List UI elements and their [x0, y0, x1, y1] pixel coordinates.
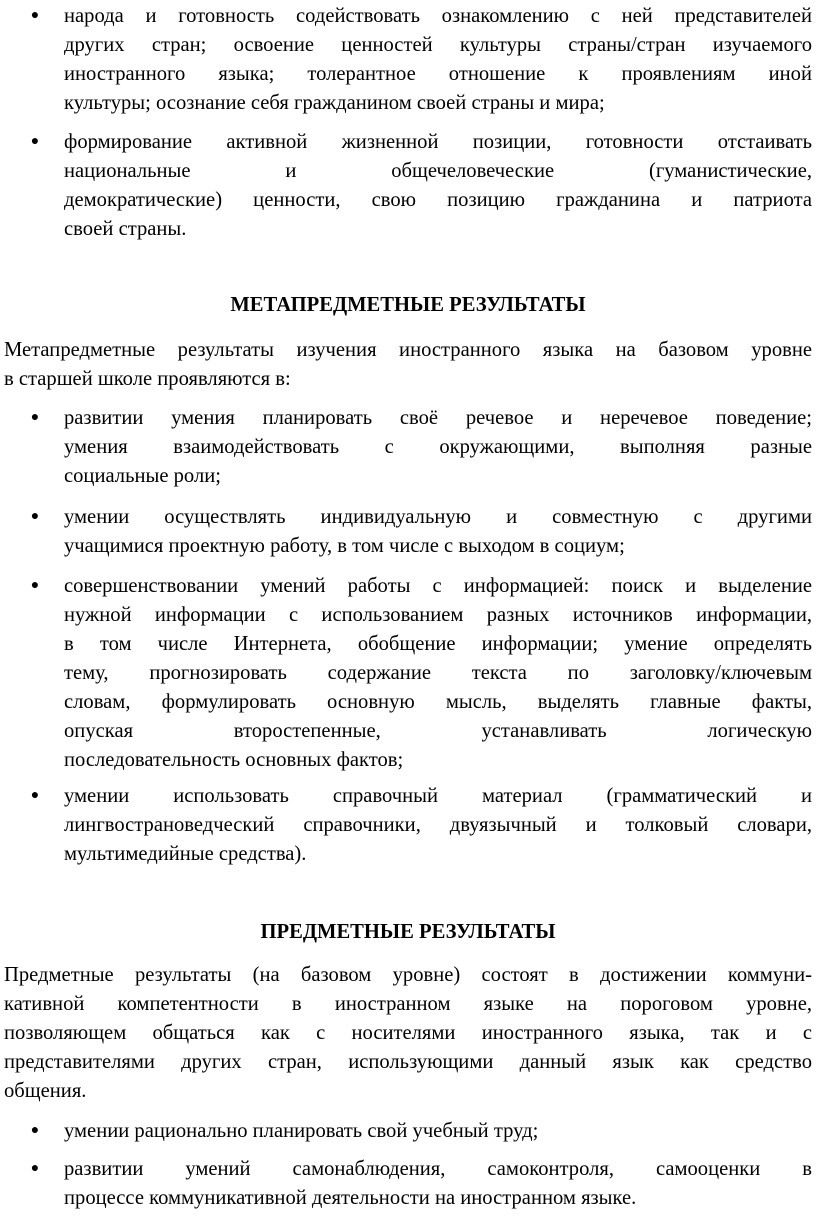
text-line: мультимедийные средства). [64, 843, 307, 865]
text-line: умении рационально планировать свой учебный труд; [64, 1120, 539, 1142]
bullet-icon: ● [30, 578, 40, 593]
bullet-icon: ● [30, 509, 40, 524]
text-line: последовательность основных фактов; [64, 749, 404, 771]
text-line: иностранного языка; толерантное отношение к проявлениям иной [64, 63, 812, 85]
section-heading-subject: ПРЕДМЕТНЫЕ РЕЗУЛЬТАТЫ [260, 921, 556, 943]
text-line: в старшей школе проявляются в: [4, 368, 291, 390]
text-line: национальные и общечеловеческие (гуманистические, [64, 160, 812, 182]
bullet-icon: ● [30, 8, 40, 23]
text-line: формирование активной жизненной позиции, готовности отстаивать [64, 131, 812, 153]
text-line: опуская второстепенные, устанавливать логическую [64, 720, 812, 742]
bullet-icon: ● [30, 134, 40, 149]
text-line: своей страны. [64, 218, 187, 240]
text-line: нужной информации с использованием разных источников информации, [64, 604, 812, 626]
text-line: Метапредметные результаты изучения иностранного языка на базовом уровне [4, 339, 812, 361]
text-line: народа и готовность содействовать ознакомлению с ней представителей [64, 5, 812, 27]
text-line: социальные роли; [64, 465, 221, 487]
text-line: лингвострановедческий справочники, двуязычный и толковый словари, [64, 814, 812, 836]
text-line: демократические) ценности, свою позицию гражданина и патриота [64, 189, 812, 211]
text-line: в том числе Интернета, обобщение информации; умение определять [64, 633, 812, 655]
text-line: позволяющем общаться как с носителями иностранного языка, так и с [4, 1022, 812, 1044]
text-line: процессе коммуникативной деятельности на иностранном языке. [64, 1187, 637, 1209]
text-line: развитии умений самонаблюдения, самоконтроля, самооценки в [64, 1158, 812, 1180]
bullet-icon: ● [30, 1123, 40, 1138]
bullet-icon: ● [30, 410, 40, 425]
bullet-icon: ● [30, 788, 40, 803]
bullet-icon: ● [30, 1161, 40, 1176]
text-line: умении использовать справочный материал (грамматический и [64, 785, 812, 807]
text-line: кативной компетентности в иностранном языке на пороговом уровне, [4, 993, 812, 1015]
section-heading-meta: МЕТАПРЕДМЕТНЫЕ РЕЗУЛЬТАТЫ [230, 294, 586, 316]
text-line: культуры; осознание себя гражданином своей страны и мира; [64, 92, 605, 114]
text-line: общения. [4, 1080, 87, 1102]
text-line: учащимися проектную работу, в том числе с выходом в социум; [64, 535, 625, 557]
text-line: умения взаимодействовать с окружающими, выполняя разные [64, 436, 812, 458]
text-line: других стран; освоение ценностей культуры страны/стран изучаемого [64, 34, 812, 56]
text-line: представителями других стран, использующими данный язык как средство [4, 1051, 812, 1073]
text-line: словам, формулировать основную мысль, выделять главные факты, [64, 691, 812, 713]
text-line: развитии умения планировать своё речевое и неречевое поведение; [64, 407, 812, 429]
text-line: совершенствовании умений работы с информацией: поиск и выделение [64, 575, 812, 597]
text-line: Предметные результаты (на базовом уровне) состоят в достижении коммуни- [4, 964, 812, 986]
text-line: умении осуществлять индивидуальную и совместную с другими [64, 506, 812, 528]
text-line: тему, прогнозировать содержание текста по заголовку/ключевым [64, 662, 812, 684]
